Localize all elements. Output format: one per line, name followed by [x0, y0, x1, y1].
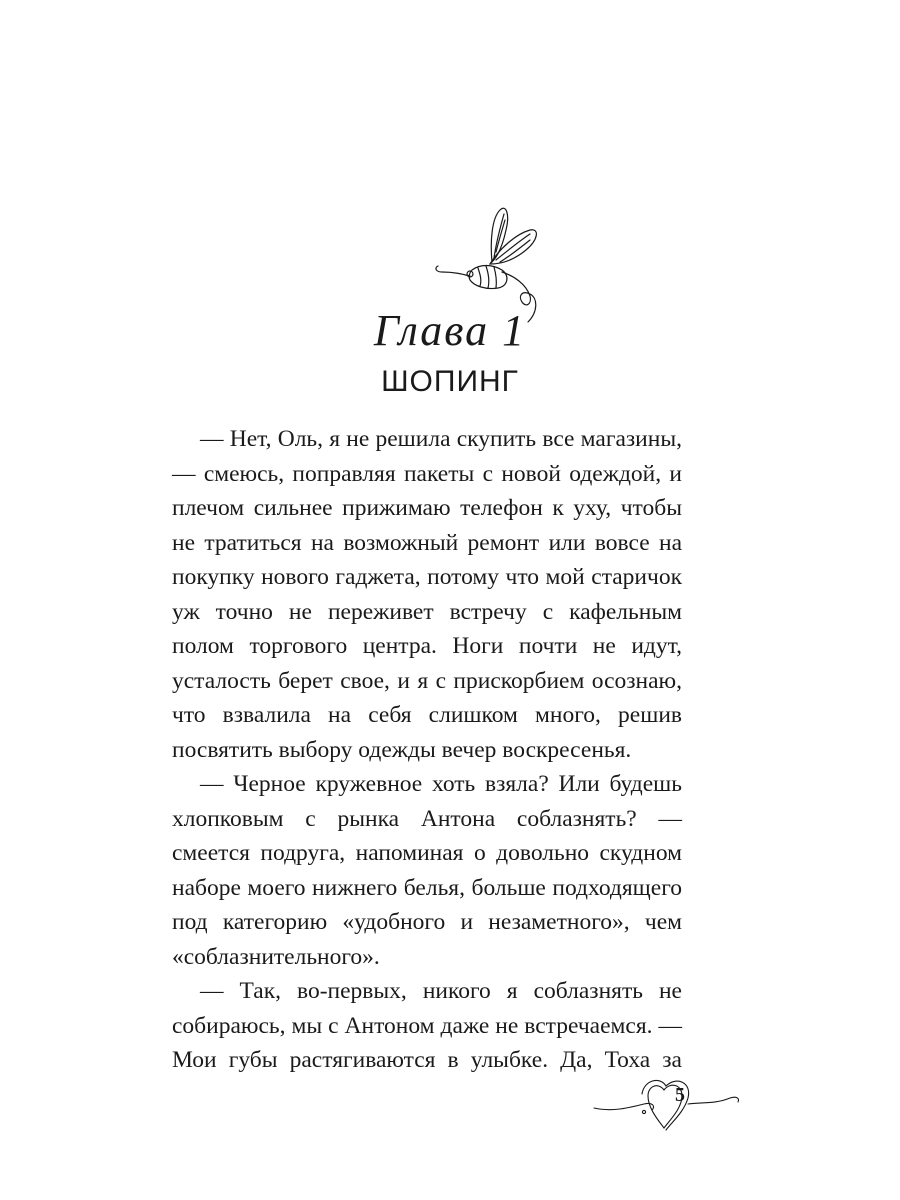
chapter-heading: Глава 1 [373, 306, 527, 355]
paragraph: — Нет, Оль, я не решила скупить все магазины, — смеюсь, поправляя пакеты с новой одеждой, и плечом сильнее прижимаю телефон к уху, чтобы не тратиться на возможный ремонт или вовсе на покупку нового гаджета, потому что мой старичок уж точно не переживет встречу с кафельным полом торгового центра. Ноги почти не идут, усталость берет свое, и я с прискорбием осознаю, что взвалила на себя слишком много, решив посвятить выбору одежды вечер воскресенья. [172, 426, 682, 763]
paragraph: — Так, во-первых, никого я соблазнять не собираюсь, мы с Антоном даже не встречаемся. — Мои губы растягиваются в улыбке. Да, Тоха за [172, 978, 682, 1073]
body-text [172, 422, 682, 1078]
paragraph: — Черное кружевное хоть взяла? Или будешь хлопковым с рынка Антона соблазнять? — смеется подруга, напоминая о довольно скудном наборе моего нижнего белья, больше подходящего под категорию «удобного и незаметного», чем «соблазнительного». [172, 771, 682, 970]
page-number: 5 [675, 1084, 685, 1106]
chapter-title: ШОПИНГ [381, 365, 519, 398]
